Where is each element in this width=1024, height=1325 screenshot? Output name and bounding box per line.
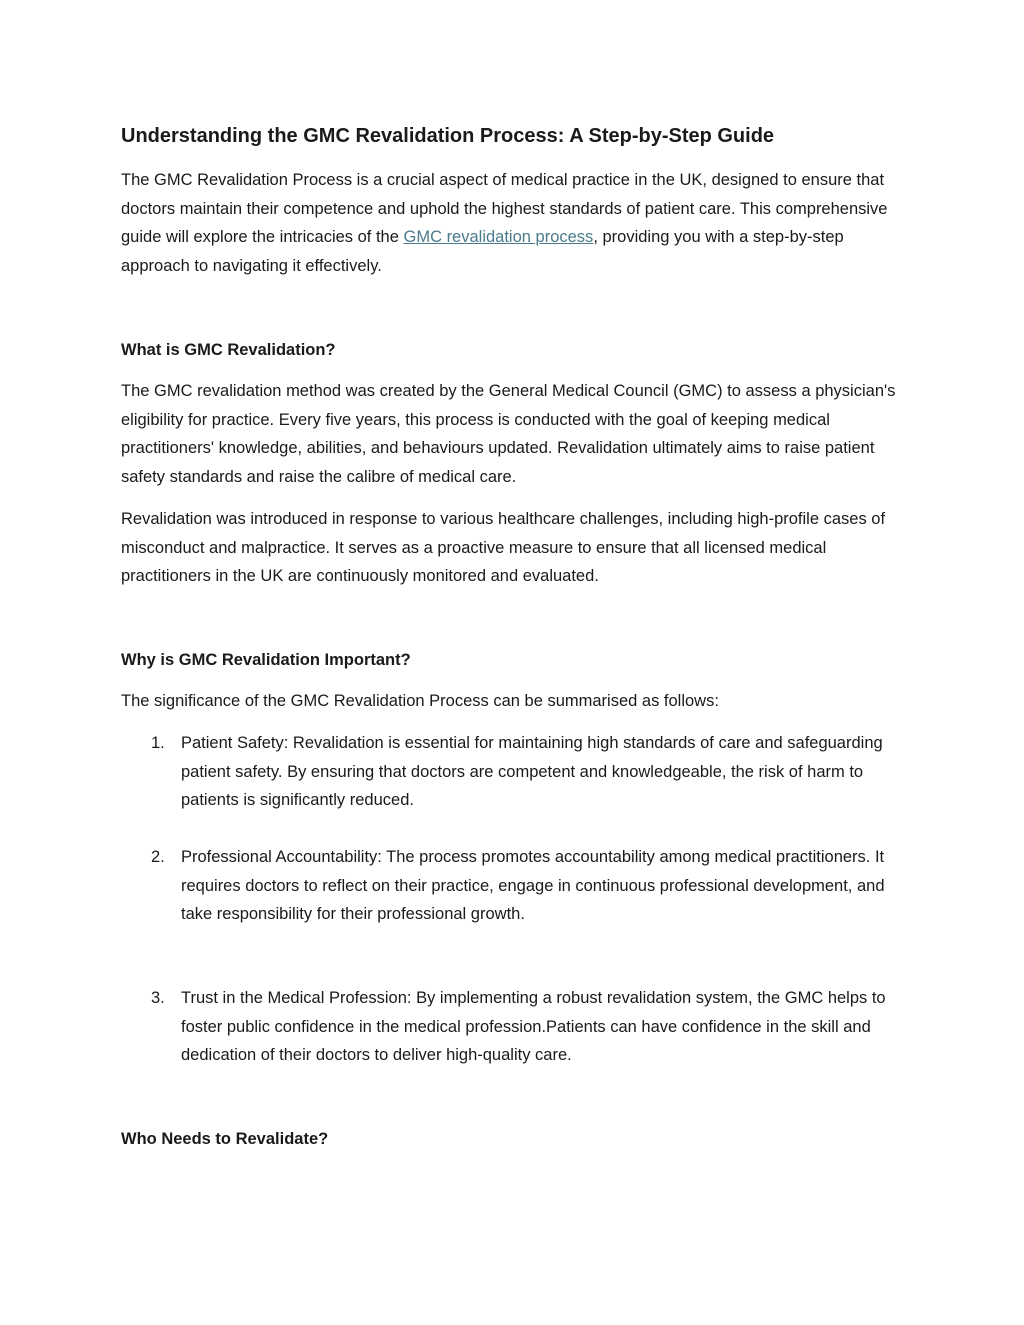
list-item-text: Trust in the Medical Profession: By implementing a robust revalidation system, the GMC helps to foster public confidence in the medical profession.Patients can have confidence in the skill and dedication of their doctors to deliver high-quality care. xyxy=(181,989,886,1065)
list-item-text: Patient Safety: Revalidation is essential for maintaining high standards of care and safeguarding patient safety. By ensuring that doctors are competent and knowledgeable, the risk of harm to patients is significantly reduced. xyxy=(181,734,883,810)
section-heading-who-needs: Who Needs to Revalidate? xyxy=(121,1130,329,1148)
list-number: 3. xyxy=(151,989,165,1007)
why-important-intro: The significance of the GMC Revalidation Process can be summarised as follows: xyxy=(121,692,719,710)
intro-text-before-link: The GMC Revalidation Process is a crucial aspect of medical practice in the UK, designed to ensure that doctors maintain their competence and uphold the highest standards of patient care. This comprehensive guide will explore the intricacies of the xyxy=(121,171,888,247)
intro-paragraph xyxy=(121,166,911,280)
what-is-paragraph-2: Revalidation was introduced in response to various healthcare challenges, including high-profile cases of misconduct and malpractice. It serves as a proactive measure to ensure that all licensed medical practitioners in the UK are continuously monitored and evaluated. xyxy=(121,510,886,586)
intro-text-after-link: , providing you with a step-by-step approach to navigating it effectively. xyxy=(121,228,844,275)
section-heading-what-is: What is GMC Revalidation? xyxy=(121,341,336,359)
list-item-text: Professional Accountability: The process promotes accountability among medical practitioners. It requires doctors to reflect on their practice, engage in continuous professional development, and take responsibility for their professional growth. xyxy=(181,848,885,924)
section-heading-why-important: Why is GMC Revalidation Important? xyxy=(121,651,411,669)
gmc-revalidation-process-link[interactable]: GMC revalidation process xyxy=(403,228,594,247)
list-number: 2. xyxy=(151,848,165,866)
what-is-paragraph-1: The GMC revalidation method was created by the General Medical Council (GMC) to assess a physician's eligibility for practice. Every five years, this process is conducted with the goal of keeping medical practitioners' knowledge, abilities, and behaviours updated. Revalidation ultimately aims to raise patient safety standards and raise the calibre of medical care. xyxy=(121,382,896,486)
list-number: 1. xyxy=(151,734,165,752)
document-title: Understanding the GMC Revalidation Process: A Step-by-Step Guide xyxy=(121,125,775,147)
